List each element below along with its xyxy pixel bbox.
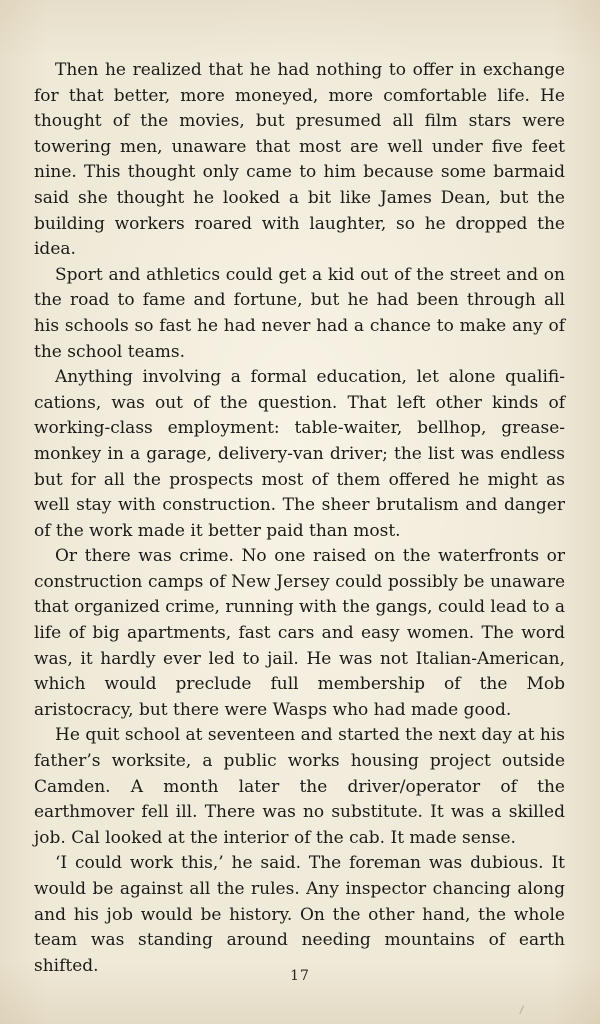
paragraph-4: Or there was crime. No one raised on the waterfronts or construction camps of New Jersey could possibly be unaware that organized crime, running with the gangs, could lead to a life of big apartments, fast cars and easy women. The word was, it hardly ever led to jail. He was not Italian-American, which would preclude full membership of the Mob aristocracy, but there were Wasps who had made good. [34,546,565,720]
paper-speck [519,1005,527,1015]
paragraph-2: Sport and athletics could get a kid out of the street and on the road to fame and fortune, but he had been through all his schools so fast he had never had a chance to make any of the school teams. [34,264,565,362]
paragraph-5: He quit school at seventeen and started the next day at his father’s worksite, a public works housing project outside Camden. A month later the driver/operator of the earthmover fell ill. There was no substitute. It was a skilled job. Cal looked at the interior of the cab. It made sense. [34,725,565,848]
paragraph-3: Anything involving a formal education, let alone qualifications, was out of the question. That left other kinds of working-class employment: table-waiter, bellhop, grease-monkey in a garage, delivery-van driver; the list was endless but for all the prospects most of them offered he might as well stay with construction. The sheer brutalism and danger of the work made it better paid than most. [34,367,565,541]
paragraph-1: Then he realized that he had nothing to offer in exchange for that better, more moneyed, more comfortable life. He thought of the movies, but presumed all film stars were towering men, unaware that most are well under five feet nine. This thought only came to him because some barmaid said she thought he looked a bit like James Dean, but the building workers roared with laughter, so he dropped the idea. [34,60,565,260]
paragraph-6: ‘I could work this,’ he said. The foreman was dubious. It would be against all the rules. Any inspector chancing along and his job would be history. On the other hand, the whole team was standing around needing mountains of earth shifted. [34,853,565,976]
page-number: 17 [290,968,310,984]
book-page-body [34,58,565,979]
